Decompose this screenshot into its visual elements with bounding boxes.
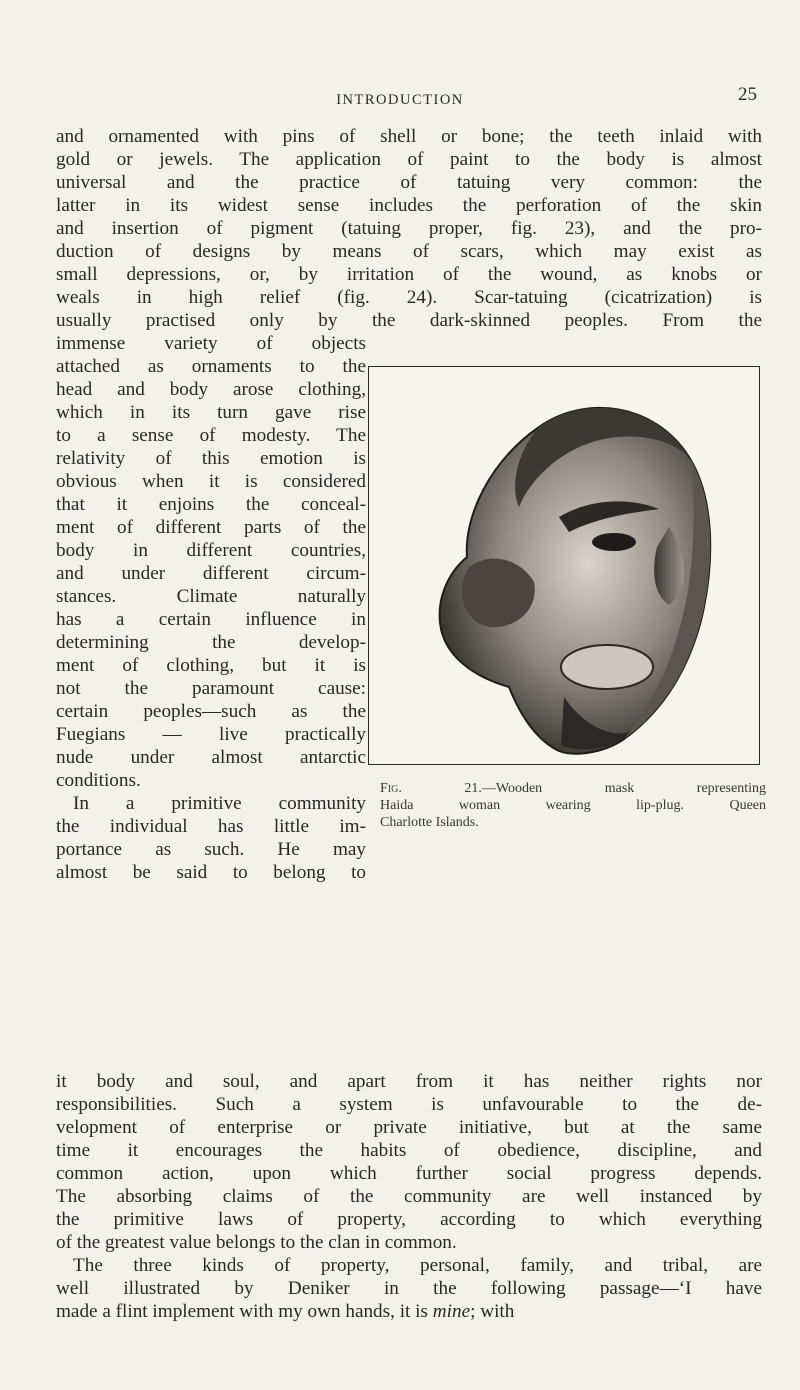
running-head: INTRODUCTION [336, 92, 464, 108]
body-line: nude under almost antarctic [56, 747, 366, 768]
body-line: and under different circum- [56, 563, 366, 584]
caption-fig-label: Fig. [380, 781, 402, 796]
body-line: immense variety of objects [56, 333, 366, 354]
body-line: usually practised only by the dark-skinned peoples. From the [56, 310, 762, 331]
body-line: duction of designs by means of scars, which may exist as [56, 241, 762, 262]
body-line: ment of different parts of the [56, 517, 366, 538]
body-line: and insertion of pigment (tatuing proper, fig. 23), and the pro- [56, 218, 762, 239]
body-line: time it encourages the habits of obedience, discipline, and [56, 1140, 762, 1161]
haida-mask-illustration [369, 367, 760, 765]
body-line: almost be said to belong to [56, 862, 366, 883]
body-line: which in its turn gave rise [56, 402, 366, 423]
caption-line-1-text: 21.—Wooden mask representing [401, 781, 766, 796]
final-line-tail: ; with [470, 1301, 515, 1322]
body-line: the primitive laws of property, according to which everything [56, 1209, 762, 1230]
body-line: certain peoples—such as the [56, 701, 366, 722]
caption-line-2: Haida woman wearing lip-plug. Queen [380, 798, 766, 813]
body-line: universal and the practice of tatuing very common: the [56, 172, 762, 193]
body-line: and ornamented with pins of shell or bone; the teeth inlaid with [56, 126, 762, 147]
body-line: The absorbing claims of the community are well instanced by [56, 1186, 762, 1207]
body-line: to a sense of modesty. The [56, 425, 366, 446]
body-line: In a primitive community [73, 793, 366, 814]
caption-line-3: Charlotte Islands. [380, 815, 479, 830]
body-line: portance as such. He may [56, 839, 366, 860]
body-line: attached as ornaments to the [56, 356, 366, 377]
body-line: not the paramount cause: [56, 678, 366, 699]
body-line-final [56, 1300, 762, 1323]
body-line: has a certain influence in [56, 609, 366, 630]
mask-lip-plug [561, 645, 653, 689]
mask-eye [592, 533, 636, 551]
body-line: velopment of enterprise or private initiative, but at the same [56, 1117, 762, 1138]
body-line: latter in its widest sense includes the perforation of the skin [56, 195, 762, 216]
body-line: the individual has little im- [56, 816, 366, 837]
body-line: conditions. [56, 770, 141, 791]
body-line: determining the develop- [56, 632, 366, 653]
body-line: stances. Climate naturally [56, 586, 366, 607]
body-line: ment of clothing, but it is [56, 655, 366, 676]
body-line: gold or jewels. The application of paint to the body is almost [56, 149, 762, 170]
body-line: well illustrated by Deniker in the following passage—‘I have [56, 1278, 762, 1299]
body-line: that it enjoins the conceal- [56, 494, 366, 515]
final-line-text: made a flint implement with my own hands, it is [56, 1301, 433, 1322]
body-line: The three kinds of property, personal, family, and tribal, are [73, 1255, 762, 1276]
body-line: head and body arose clothing, [56, 379, 366, 400]
page-number: 25 [738, 84, 757, 105]
figure-haida-mask [368, 366, 760, 765]
body-line: responsibilities. Such a system is unfavourable to the de- [56, 1094, 762, 1115]
body-line: body in different countries, [56, 540, 366, 561]
body-line: it body and soul, and apart from it has neither rights nor [56, 1071, 762, 1092]
body-line: of the greatest value belongs to the clan in common. [56, 1232, 457, 1253]
figure-caption [380, 780, 766, 831]
body-line: common action, upon which further social progress depends. [56, 1163, 762, 1184]
body-line: Fuegians — live practically [56, 724, 366, 745]
caption-line-1 [380, 780, 766, 797]
body-line: obvious when it is considered [56, 471, 366, 492]
body-line: weals in high relief (fig. 24). Scar-tatuing (cicatrization) is [56, 287, 762, 308]
final-line-italic: mine [432, 1301, 471, 1322]
body-line: relativity of this emotion is [56, 448, 366, 469]
body-line: small depressions, or, by irritation of the wound, as knobs or [56, 264, 762, 285]
